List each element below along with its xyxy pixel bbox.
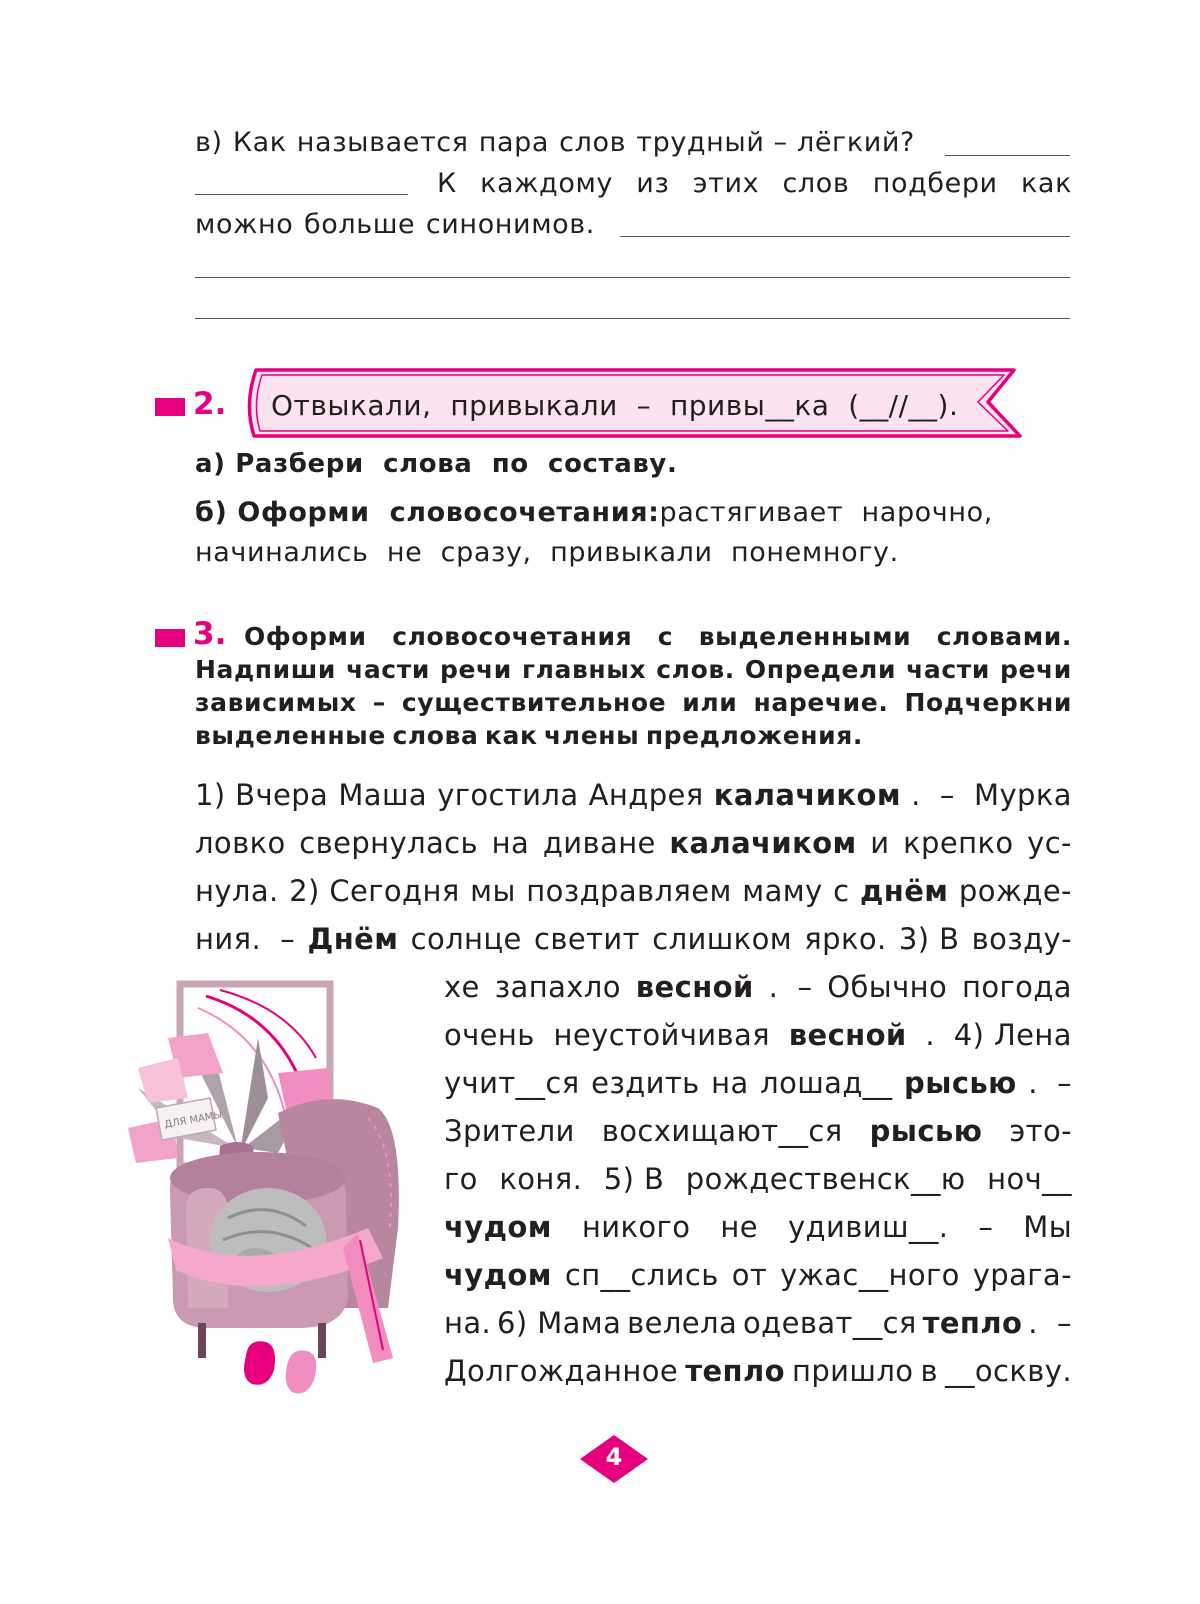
sentence-line: на. 6) Мама велела одеват__ся тепло . – <box>444 1306 1072 1340</box>
highlighted-word: весной <box>635 970 754 1004</box>
task-v-line-3: можно больше синонимов. <box>195 209 595 240</box>
task-number: 3. <box>193 616 227 652</box>
highlighted-word: чудом <box>444 1258 552 1292</box>
highlighted-word: чудом <box>444 1210 552 1244</box>
task-2-b-line-1: б) Оформи словосочетания: растягивает нарочно, <box>195 497 993 528</box>
task-2-b-line-2: начинались не сразу, привыкали понемногу. <box>195 537 899 568</box>
task-v-line-1: в) Как называется пара слов трудный – лёгкий? <box>195 127 915 158</box>
answer-line[interactable] <box>195 194 408 195</box>
sentence-line: учит__ся ездить на лошад__ рысью . – <box>444 1066 1072 1100</box>
task-2-a: а) Разбери слова по составу. <box>195 449 678 479</box>
sentence-line: ния. – Днём солнце светит слишком ярко. 3) В возду- <box>195 922 1072 956</box>
highlighted-word: калачиком <box>669 826 857 860</box>
sentence-line: Зрители восхищают__ся рысью это- <box>444 1114 1072 1148</box>
task-3-instruction-line: Оформи словосочетания с выделенными словами. <box>244 622 1072 651</box>
task-number: 2. <box>193 386 227 422</box>
highlighted-word: рысью <box>869 1114 983 1148</box>
answer-line[interactable] <box>195 318 1070 319</box>
highlighted-word: тепло <box>685 1354 785 1388</box>
sentence-line: нула. 2) Сегодня мы поздравляем маму с днём рожде- <box>195 874 1072 908</box>
page-number: 4 <box>605 1443 623 1471</box>
answer-line[interactable] <box>620 236 1070 237</box>
note-card-text: ДЛЯ МАМЫ <box>163 1109 224 1131</box>
task-3-instruction-line: зависимых – существительное или наречие. Подчеркни <box>195 688 1072 717</box>
sentence-line: чудом сп__слись от ужас__ного урага- <box>444 1258 1072 1292</box>
task-v-line-2: К каждому из этих слов подбери как <box>437 168 1072 199</box>
sentence-line: 1) Вчера Маша угостила Андрея калачиком . – Мурка <box>195 778 1072 812</box>
cat-on-armchair-illustration <box>128 978 418 1418</box>
highlighted-word: весной <box>788 1018 907 1052</box>
sentence-line: Долгожданное тепло пришло в __оскву. <box>444 1354 1072 1388</box>
highlighted-word: калачиком <box>713 778 901 812</box>
task-marker <box>155 398 185 416</box>
sentence-line: ловко свернулась на диване калачиком и крепко ус- <box>195 826 1072 860</box>
sentence-line: го коня. 5) В рождественск__ю ноч__ <box>444 1162 1072 1196</box>
sentence-line: чудом никого не удивиш__. – Мы <box>444 1210 1072 1244</box>
sentence-line: хе запахло весной . – Обычно погода <box>444 970 1072 1004</box>
answer-line[interactable] <box>195 277 1070 278</box>
task-3-instruction-line: выделенные слова как члены предложения. <box>195 721 863 750</box>
highlighted-word: днём <box>859 874 949 908</box>
task-marker <box>155 629 185 647</box>
task-3-instruction-line: Надпиши части речи главных слов. Определи части речи <box>195 655 1072 684</box>
highlighted-word: рысью <box>904 1066 1017 1100</box>
answer-line[interactable] <box>945 155 1070 156</box>
highlighted-word: Днём <box>307 922 399 956</box>
highlighted-word: тепло <box>922 1306 1023 1340</box>
sentence-line: очень неустойчивая весной . 4) Лена <box>444 1018 1072 1052</box>
task-2-word-list: Отвыкали, привыкали – привы__ка (__//__). <box>271 389 959 422</box>
